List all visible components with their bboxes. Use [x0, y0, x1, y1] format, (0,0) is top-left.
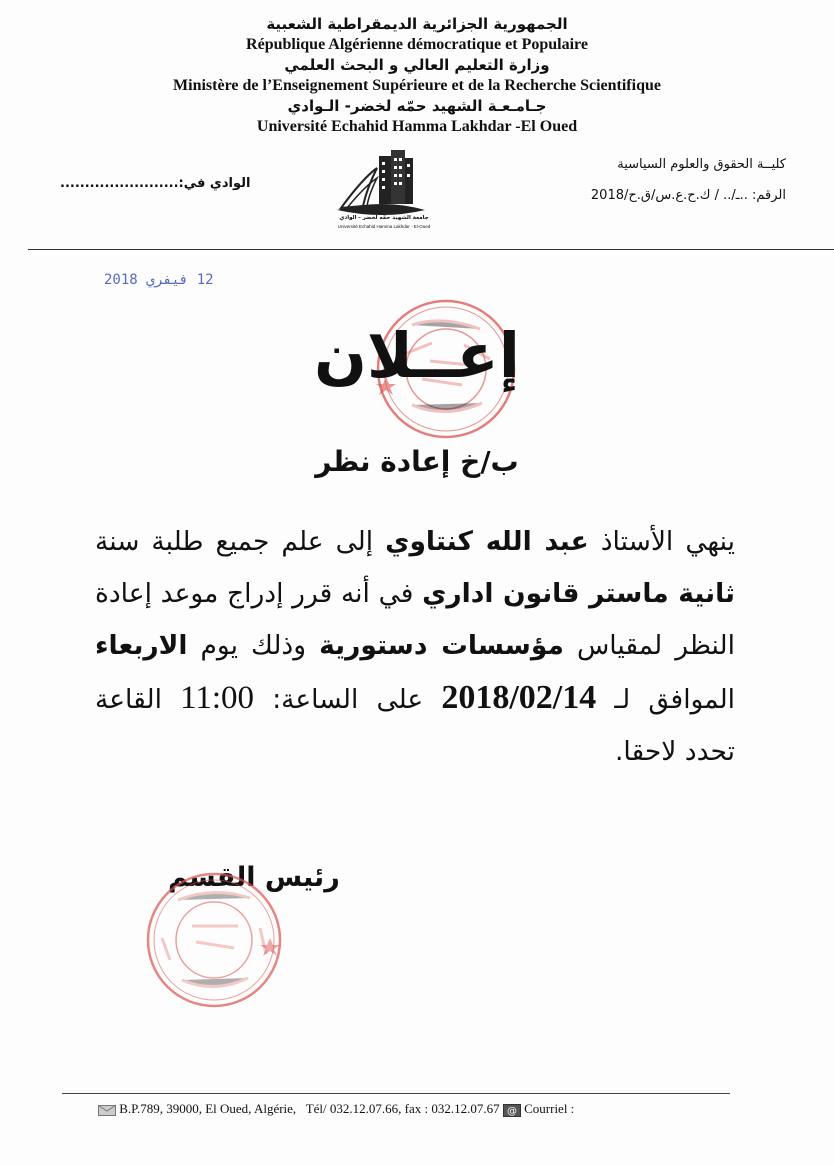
body-segment: وذلك يوم — [187, 630, 320, 661]
faculty-name: كليــة الحقوق والعلوم السياسية — [617, 157, 786, 172]
body-segment: الموافق لـ — [596, 684, 736, 715]
announcement-body — [95, 516, 735, 778]
logo-caption-french: Université Echahid Hamma Lakhdar - El-Oued — [337, 224, 431, 229]
mail-icon — [98, 1105, 116, 1116]
place-date: الوادي في:........................ — [60, 176, 251, 191]
republic-name-french: République Algérienne démocratique et Populaire — [246, 35, 588, 53]
reference-number: الرقم: ..ـ/.. / ك.ح.ع.س/ق.ح/2018 — [590, 188, 786, 203]
received-date-stamp: 12 فيفري 2018 — [104, 272, 214, 288]
body-segment: القاعة تحدد لاحقا. — [95, 684, 735, 767]
department-head-signature: رئيس القسم — [168, 862, 340, 893]
republic-name-arabic: الجمهورية الجزائرية الديمقراطية الشعبية — [266, 15, 568, 33]
ministry-name-arabic: وزارة التعليم العالي و البحث العلمي — [284, 56, 550, 74]
svg-text:@: @ — [506, 1105, 517, 1117]
subject-name: مؤسسات دستورية — [319, 630, 564, 661]
letterhead — [0, 14, 834, 137]
header-divider — [28, 249, 834, 250]
footer-email-label: Courriel : — [524, 1101, 575, 1116]
body-segment: إلى علم جميع طلبة سنة — [95, 526, 386, 557]
exam-time: 11:00 — [180, 680, 255, 716]
announcement-title: إعــلان — [314, 319, 520, 392]
body-segment: ينهي الأستاذ — [588, 526, 735, 557]
footer-divider — [62, 1093, 730, 1094]
university-name-french: Université Echahid Hamma Lakhdar -El Oued — [256, 117, 578, 135]
professor-name: عبد الله كنتاوي — [385, 526, 589, 557]
exam-date: 2018/02/14 — [441, 679, 597, 716]
footer-phone-fax: Tél/ 032.12.07.66, fax : 032.12.07.67 — [305, 1101, 500, 1116]
body-segment: في أنه قرر إدراج موعد إعادة النظر لمقياس — [95, 578, 735, 661]
logo-caption-arabic: جامعة الشهيد حمّه لخضر - الوادي — [339, 215, 429, 221]
department-seal-stamp — [142, 868, 287, 1013]
email-icon — [503, 1104, 521, 1117]
study-level: ثانية ماستر قانون اداري — [422, 578, 735, 609]
university-logo — [333, 148, 433, 236]
body-segment: على الساعة: — [254, 684, 442, 715]
exam-day: الاربعاء — [95, 630, 188, 661]
footer-address: B.P.789, 39000, El Oued, Algérie, — [119, 1101, 297, 1116]
university-name-arabic: جـامـعـة الشهيد حمّه لخضر- الـوادي — [287, 97, 547, 115]
footer-contact — [98, 1101, 574, 1117]
ministry-name-french: Ministère de l’Enseignement Supérieure et de la Recherche Scientifique — [173, 76, 661, 94]
announcement-subtitle: ب/خ إعادة نظر — [315, 445, 519, 478]
